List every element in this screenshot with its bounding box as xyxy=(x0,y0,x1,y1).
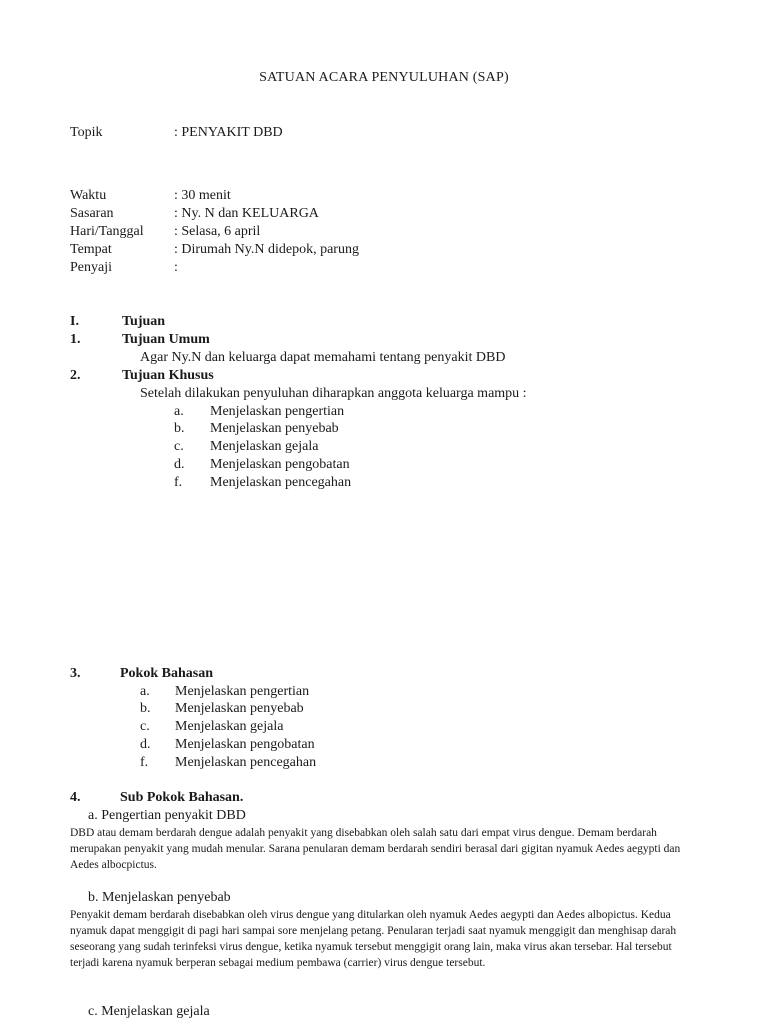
section-1-title: Tujuan Umum xyxy=(122,332,210,347)
list-item: Menjelaskan pencegahan xyxy=(210,475,352,490)
section-1-number: 1. xyxy=(70,332,81,347)
list-item: Menjelaskan pengertian xyxy=(175,684,310,699)
info-label-penyaji: Penyaji xyxy=(70,260,112,275)
info-value-hari-tanggal: : Selasa, 6 april xyxy=(174,224,261,239)
info-value-waktu: : 30 menit xyxy=(174,188,231,203)
info-value-penyaji: : xyxy=(174,260,178,275)
info-value-topik: : PENYAKIT DBD xyxy=(174,125,283,140)
info-label-hari-tanggal: Hari/Tanggal xyxy=(70,224,144,239)
list-item: Menjelaskan pencegahan xyxy=(175,755,317,770)
section-3-number: 3. xyxy=(70,666,81,681)
document-title: SATUAN ACARA PENYULUHAN (SAP) xyxy=(259,70,509,85)
list-item: Menjelaskan gejala xyxy=(175,719,284,734)
list-item: Menjelaskan pengobatan xyxy=(175,737,315,752)
section-I-title: Tujuan xyxy=(122,314,166,329)
subsection-body: DBD atau demam berdarah dengue adalah penyakit yang disebabkan oleh salah satu dari empat virus dengue. Demam berdarah merupakan penyakit yang mudah menular. Sarana penularan demam berdarah sendiri berasal dari gigitan nyamuk Aedes aegypti dan Aedes albocpictus. xyxy=(70,827,681,871)
list-item: Menjelaskan penyebab xyxy=(175,701,304,716)
info-label-topik: Topik xyxy=(70,125,103,140)
info-value-tempat: : Dirumah Ny.N didepok, parung xyxy=(174,242,359,257)
subsection-heading: a. Pengertian penyakit DBD xyxy=(88,808,246,823)
list-item-marker: c. xyxy=(174,439,184,454)
list-item-marker: c. xyxy=(140,719,150,734)
section-I-number: I. xyxy=(70,314,79,329)
info-label-tempat: Tempat xyxy=(70,242,112,257)
list-item: Menjelaskan gejala xyxy=(210,439,319,454)
list-item: Menjelaskan penyebab xyxy=(210,421,339,436)
list-item-marker: a. xyxy=(140,684,150,699)
section-2-title: Tujuan Khusus xyxy=(122,368,214,383)
info-label-waktu: Waktu xyxy=(70,188,107,203)
list-item-marker: d. xyxy=(140,737,151,752)
list-item-marker: b. xyxy=(174,421,185,436)
subsection-body: Penyakit demam berdarah disebabkan oleh virus dengue yang ditularkan oleh nyamuk Aedes aegypti dan Aedes albopictus. Kedua nyamuk dapat menggigit di pagi hari sampai sore menjelang petang. Penularan terjadi saat nyamuk menggigit dan menghisap darah seseorang yang sudah terinfeksi virus dengue, ketika nyamuk tersebut menggigit orang lain, maka virus akan tersebar. Hal tersebut terjadi karena nyamuk berperan sebagai medium pembawa (carrier) virus dengue tersebut. xyxy=(70,909,677,969)
list-item-marker: f. xyxy=(174,475,183,490)
section-4-number: 4. xyxy=(70,790,81,805)
list-item: Menjelaskan pengobatan xyxy=(210,457,350,472)
section-1-text: Agar Ny.N dan keluarga dapat memahami tentang penyakit DBD xyxy=(140,350,506,365)
subsection-heading: c. Menjelaskan gejala xyxy=(88,1004,210,1019)
section-4-title: Sub Pokok Bahasan. xyxy=(120,790,244,805)
section-2-number: 2. xyxy=(70,368,81,383)
info-value-sasaran: : Ny. N dan KELUARGA xyxy=(174,206,319,221)
list-item-marker: d. xyxy=(174,457,185,472)
info-label-sasaran: Sasaran xyxy=(70,206,114,221)
list-item-marker: b. xyxy=(140,701,151,716)
section-3-title: Pokok Bahasan xyxy=(120,666,213,681)
subsection-heading: b. Menjelaskan penyebab xyxy=(88,890,231,905)
list-item: Menjelaskan pengertian xyxy=(210,404,345,419)
list-item-marker: a. xyxy=(174,404,184,419)
section-2-text: Setelah dilakukan penyuluhan diharapkan anggota keluarga mampu : xyxy=(140,386,527,401)
list-item-marker: f. xyxy=(140,755,149,770)
